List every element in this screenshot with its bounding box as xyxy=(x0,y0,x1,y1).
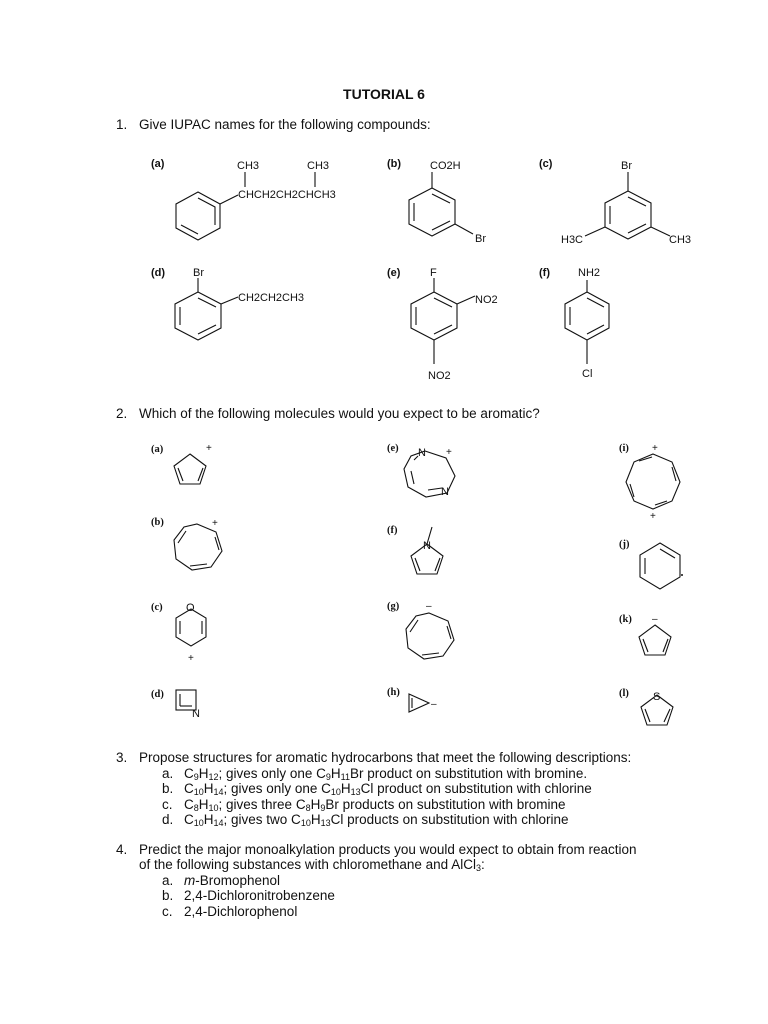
atom-s: S xyxy=(653,691,661,703)
d-top: Br xyxy=(193,267,204,279)
charge-minus: – xyxy=(431,699,437,710)
q2-label-f: (f) xyxy=(387,525,398,536)
item-letter: b. xyxy=(162,781,174,796)
q2-label-d: (d) xyxy=(151,689,164,700)
c-top: Br xyxy=(621,160,632,172)
e-bottom: NO2 xyxy=(428,370,451,382)
question-number: 2. xyxy=(116,406,128,421)
atom-n: N xyxy=(192,708,200,720)
charge-plus: + xyxy=(206,443,212,454)
q1-label-b: (b) xyxy=(387,158,402,170)
e-right: NO2 xyxy=(475,294,498,306)
f-top: NH2 xyxy=(578,267,601,279)
c-left: H3C xyxy=(561,234,584,246)
page-title: TUTORIAL 6 xyxy=(343,86,425,102)
q1-label-a: (a) xyxy=(151,158,165,170)
atom-n: N xyxy=(418,447,426,459)
item-letter: c. xyxy=(162,797,173,812)
question-text: Predict the major monoalkylation products you would expect to obtain from reaction xyxy=(139,842,637,857)
question-number: 4. xyxy=(116,842,128,857)
q1-label-f: (f) xyxy=(539,267,550,279)
charge-plus: + xyxy=(652,443,658,454)
item-text: 2,4-Dichlorophenol xyxy=(184,904,298,919)
q1-label-d: (d) xyxy=(151,267,166,279)
question-4-line-2: of the following substances with chloromethane and AlCl$_3$: xyxy=(139,857,485,873)
item-letter: a. xyxy=(162,766,174,781)
question-text: Give IUPAC names for the following compounds: xyxy=(139,117,431,132)
q2-label-h: (h) xyxy=(387,687,400,698)
q2-label-e: (e) xyxy=(387,443,399,454)
item-text: $C_8H_{10}$; gives three $C_8H_9Br$ products on substitution with bromine xyxy=(184,797,566,813)
charge-plus: + xyxy=(212,518,218,529)
charge-plus: + xyxy=(188,653,194,664)
e-top: F xyxy=(430,267,437,279)
item-letter: d. xyxy=(162,812,174,827)
q1-label-e: (e) xyxy=(387,267,401,279)
atom-n: N xyxy=(423,540,431,552)
question-number: 3. xyxy=(116,750,128,765)
item-text: 2,4-Dichloronitrobenzene xyxy=(184,888,335,903)
atom-o: O xyxy=(186,602,195,614)
a-ch3-left: CH3 xyxy=(237,160,260,172)
b-sub: Br xyxy=(475,233,486,245)
f-bottom: Cl xyxy=(582,368,593,380)
q2-label-c: (c) xyxy=(151,602,163,613)
q2-label-j: (j) xyxy=(619,539,630,550)
a-chain: CHCH2CH2CHCH3 xyxy=(238,189,336,201)
item-text: $C_9H_{12}$; gives only one $C_9H_{11}Br$ product on substitution with bromine. xyxy=(184,766,588,782)
question-number: 1. xyxy=(116,117,128,132)
q2-label-b: (b) xyxy=(151,517,164,528)
q1-structures xyxy=(0,145,768,395)
a-ch3-right: CH3 xyxy=(307,160,330,172)
q2-label-g: (g) xyxy=(387,601,400,612)
charge-plus: + xyxy=(650,511,656,522)
item-letter: a. xyxy=(162,873,174,888)
b-top: CO2H xyxy=(430,160,461,172)
q2-label-i: (i) xyxy=(619,443,629,454)
item-text: $C_{10}H_{14}$; gives only one $C_{10}H_{13}Cl$ product on substitution with chlorine xyxy=(184,781,592,797)
q1-label-c: (c) xyxy=(539,158,553,170)
charge-minus: – xyxy=(426,601,432,612)
question-text: Propose structures for aromatic hydrocarbons that meet the following descriptions: xyxy=(139,750,632,765)
question-text: Which of the following molecules would you expect to be aromatic? xyxy=(139,406,540,421)
d-chain: CH2CH2CH3 xyxy=(238,292,305,304)
item-text: m-Bromophenol xyxy=(184,873,281,888)
q2-structures xyxy=(0,430,768,730)
item-text: $C_{10}H_{14}$; gives two $C_{10}H_{13}Cl$ products on substitution with chlorine xyxy=(184,812,569,828)
charge-plus: + xyxy=(446,447,452,458)
q2-label-a: (a) xyxy=(151,444,164,455)
item-letter: b. xyxy=(162,888,174,903)
c-right: CH3 xyxy=(669,234,692,246)
item-letter: c. xyxy=(162,904,173,919)
atom-n: N xyxy=(441,486,449,498)
q2-label-l: (l) xyxy=(619,688,629,699)
charge-minus: – xyxy=(652,614,658,625)
q2-label-k: (k) xyxy=(619,614,632,625)
